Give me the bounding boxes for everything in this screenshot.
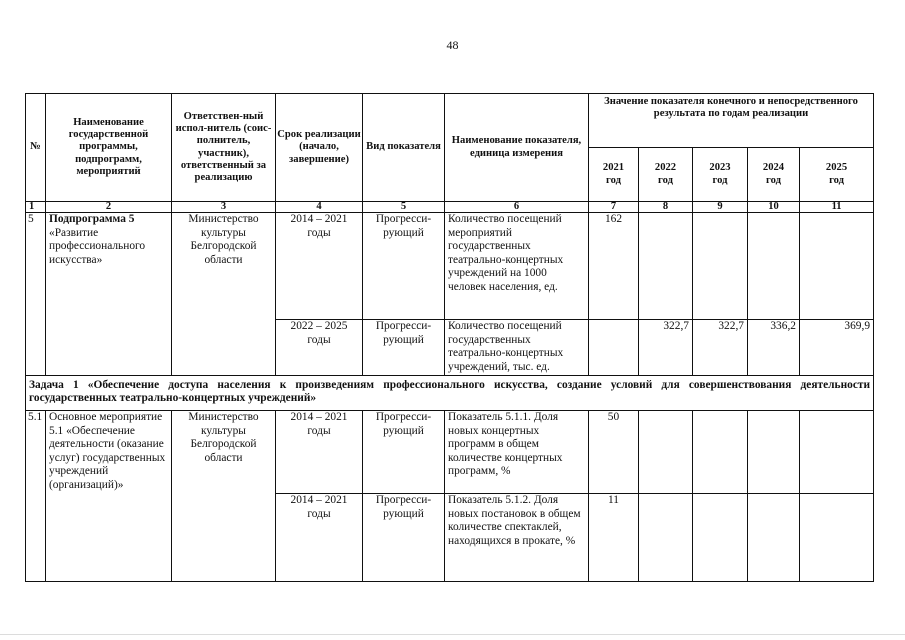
column-number: 9 [693, 202, 748, 213]
period-cell: 2014 – 2021 годы [276, 213, 363, 320]
value-2023: 322,7 [693, 320, 748, 376]
value-2022 [639, 411, 693, 494]
value-2024 [748, 213, 800, 320]
value-2025: 369,9 [800, 320, 874, 376]
subprogram-name [46, 213, 172, 376]
value-2021: 11 [589, 494, 639, 582]
subprogram-title: Подпрограмма 5 [49, 213, 135, 225]
indicator-name-cell: Количество посещений государственных театрально-концертных учреждений, тыс. ед. [445, 320, 589, 376]
value-2024 [748, 411, 800, 494]
value-2024 [748, 494, 800, 582]
header-year-2021: 2021 год [589, 148, 639, 202]
column-number: 1 [26, 202, 46, 213]
column-number: 4 [276, 202, 363, 213]
event-name: Основное мероприятие 5.1 «Обеспечение деятельности (оказание услуг) государственных учреждений (организаций)» [46, 411, 172, 582]
value-2022 [639, 494, 693, 582]
subprogram-subtitle: «Развитие профессионального искусства» [49, 226, 146, 266]
period-cell: 2022 – 2025 годы [276, 320, 363, 376]
header-name: Наименование государственной программы, подпрограмм, мероприятий [46, 94, 172, 202]
header-year-2022: 2022 год [639, 148, 693, 202]
column-number: 6 [445, 202, 589, 213]
value-2025 [800, 494, 874, 582]
column-number: 8 [639, 202, 693, 213]
header-values-group: Значение показателя конечного и непосредственного результата по годам реализации [589, 94, 874, 148]
header-executor: Ответствен-ный испол-нитель (соис-полнитель, участник), ответственный за реализацию [172, 94, 276, 202]
header-number: № [26, 94, 46, 202]
event-executor: Министерство культуры Белгородской области [172, 411, 276, 582]
value-2025 [800, 213, 874, 320]
column-number: 5 [363, 202, 445, 213]
task-text: Задача 1 «Обеспечение доступа населения к произведениям профессионального искусства, создание условий для совершенствования деятельности государственных театрально-концертных учреждений» [26, 376, 874, 411]
column-number: 10 [748, 202, 800, 213]
subprogram-index: 5 [26, 213, 46, 376]
period-cell: 2014 – 2021 годы [276, 411, 363, 494]
task-row [26, 376, 874, 411]
value-2021: 50 [589, 411, 639, 494]
subprogram-executor: Министерство культуры Белгородской области [172, 213, 276, 376]
value-2023 [693, 494, 748, 582]
value-2025 [800, 411, 874, 494]
value-2022: 322,7 [639, 320, 693, 376]
column-number: 7 [589, 202, 639, 213]
header-indicator-name: Наименование показателя, единица измерения [445, 94, 589, 202]
header-year-2024: 2024 год [748, 148, 800, 202]
header-row-top [26, 94, 874, 148]
indicator-type-cell: Прогресси-рующий [363, 411, 445, 494]
event-row-1 [26, 411, 874, 494]
indicator-name-cell: Показатель 5.1.1. Доля новых концертных программ в общем количестве концертных программ, % [445, 411, 589, 494]
value-2021: 162 [589, 213, 639, 320]
header-period: Срок реализации (начало, завершение) [276, 94, 363, 202]
event-index: 5.1 [26, 411, 46, 582]
scan-edge [0, 634, 905, 635]
indicator-name-cell: Показатель 5.1.2. Доля новых постановок в общем количестве спектаклей, находящихся в прокате, % [445, 494, 589, 582]
program-table [25, 93, 874, 582]
column-number: 3 [172, 202, 276, 213]
value-2021 [589, 320, 639, 376]
indicator-name-cell: Количество посещений мероприятий государственных театрально-концертных учреждений на 1000 человек населения, ед. [445, 213, 589, 320]
header-indicator-type: Вид показателя [363, 94, 445, 202]
indicator-type-cell: Прогресси-рующий [363, 494, 445, 582]
indicator-type-cell: Прогресси-рующий [363, 213, 445, 320]
page-number: 48 [446, 38, 459, 52]
period-cell: 2014 – 2021 годы [276, 494, 363, 582]
header-year-2023: 2023 год [693, 148, 748, 202]
subprogram-row-1 [26, 213, 874, 320]
column-number: 2 [46, 202, 172, 213]
value-2022 [639, 213, 693, 320]
column-number-row [26, 202, 874, 213]
value-2023 [693, 411, 748, 494]
value-2023 [693, 213, 748, 320]
indicator-type-cell: Прогресси-рующий [363, 320, 445, 376]
column-number: 11 [800, 202, 874, 213]
value-2024: 336,2 [748, 320, 800, 376]
header-year-2025: 2025 год [800, 148, 874, 202]
